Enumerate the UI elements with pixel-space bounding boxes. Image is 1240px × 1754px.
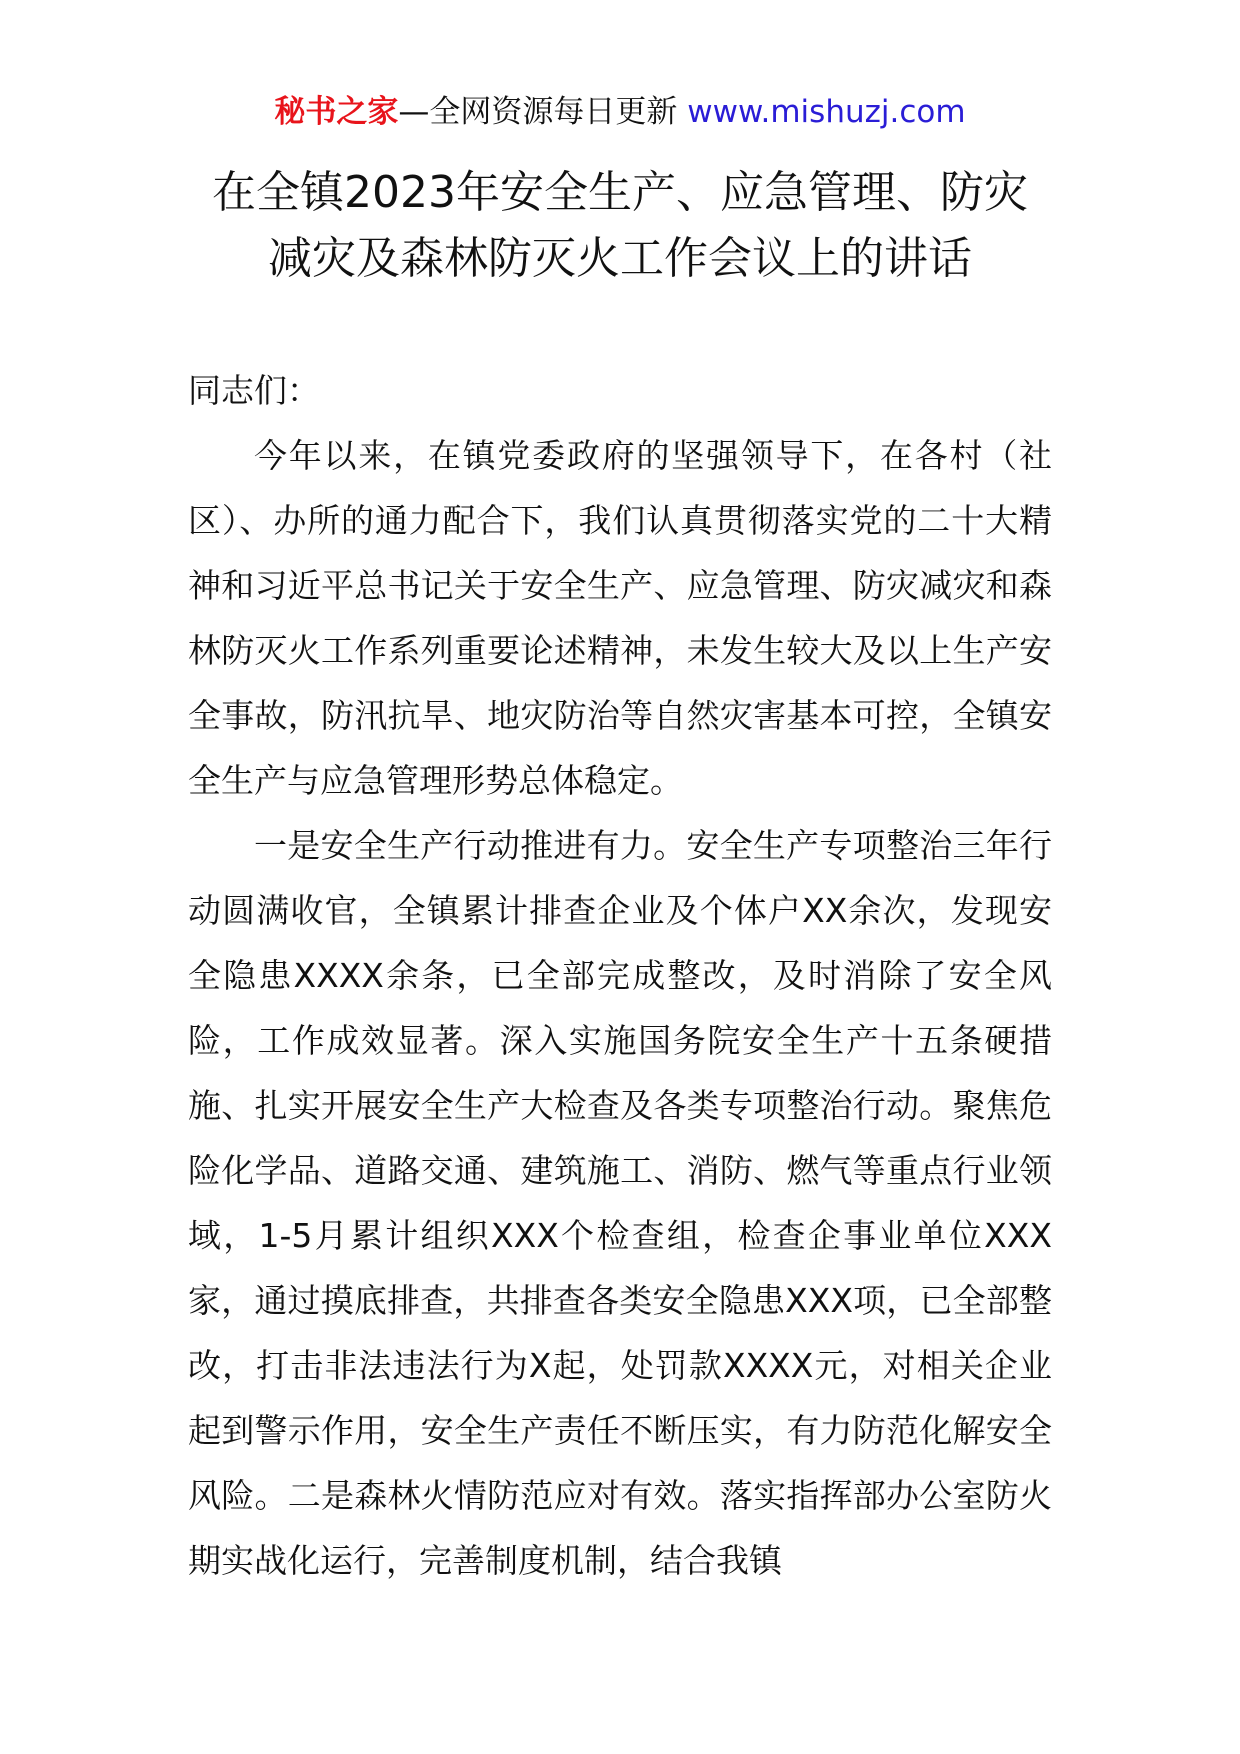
paragraph-intro: 今年以来，在镇党委政府的坚强领导下，在各村（社区）、办所的通力配合下，我们认真贯彻落实党的二十大精神和习近平总书记关于安全生产、应急管理、防灾减灾和森林防灭火工作系列重要论述精神，未发生较大及以上生产安全事故，防汛抗旱、地灾防治等自然灾害基本可控，全镇安全生产与应急管理形势总体稳定。	[188, 436, 1052, 800]
title-line-2: 减灾及森林防灭火工作会议上的讲话	[268, 233, 972, 284]
document-title	[0, 160, 1240, 292]
site-header	[0, 92, 1240, 132]
brand-name: 秘书之家	[274, 94, 399, 130]
document-body	[188, 358, 1052, 1593]
title-line-1: 在全镇2023年安全生产、应急管理、防灾	[212, 167, 1028, 218]
salutation: 同志们：	[188, 371, 320, 410]
header-slogan: —全网资源每日更新	[398, 94, 678, 130]
site-url-link[interactable]: www.mishuzj.com	[687, 94, 966, 130]
paragraph-achievements: 一是安全生产行动推进有力。安全生产专项整治三年行动圆满收官，全镇累计排查企业及个体户XX余次，发现安全隐患XXXX余条，已全部完成整改，及时消除了安全风险，工作成效显著。深入实施国务院安全生产十五条硬措施、扎实开展安全生产大检查及各类专项整治行动。聚焦危险化学品、道路交通、建筑施工、消防、燃气等重点行业领域，1-5月累计组织XXX个检查组，检查企事业单位XXX家，通过摸底排查，共排查各类安全隐患XXX项，已全部整改，打击非法违法行为X起，处罚款XXXX元，对相关企业起到警示作用，安全生产责任不断压实，有力防范化解安全风险。二是森林火情防范应对有效。落实指挥部办公室防火期实战化运行，完善制度机制，结合我镇	[188, 826, 1052, 1580]
